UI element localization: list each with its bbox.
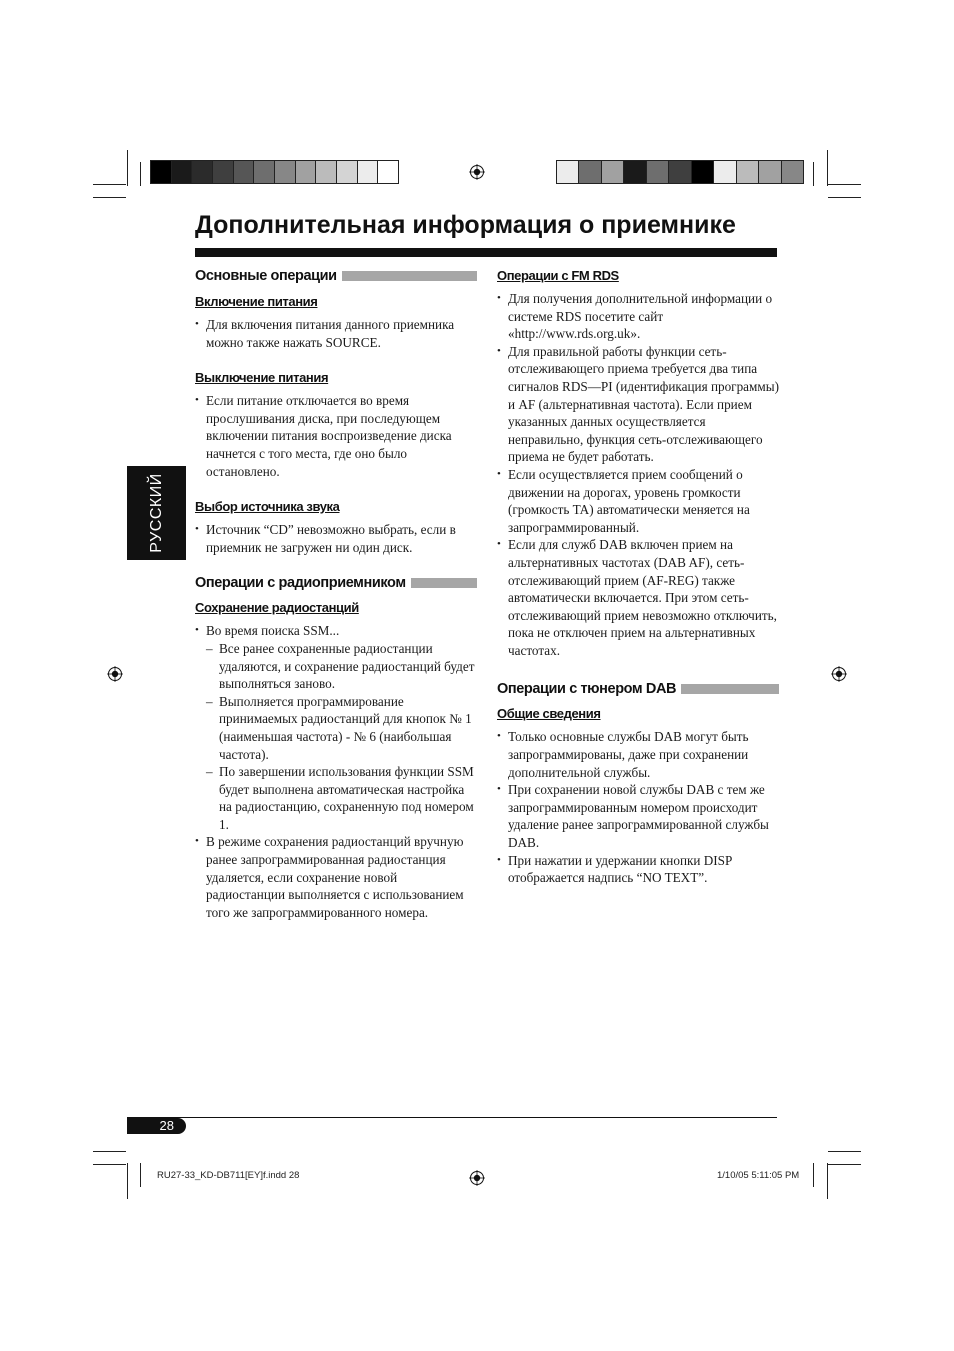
list-item: • Если осуществляется прием сообщений о движении на дорогах, уровень громкости (громкость TA) автоматически меняется на запрограммированный.	[497, 466, 779, 536]
color-swatch	[213, 161, 234, 183]
crop-mark	[813, 162, 814, 186]
registration-mark-icon	[831, 666, 847, 682]
list-item: • Только основные службы DAB могут быть запрограммированы, даже при сохранении дополнительной службы.	[497, 728, 779, 781]
subheading-fm-rds: Операции с FM RDS	[497, 268, 619, 283]
subheading-store-stations: Сохранение радиостанций	[195, 600, 359, 616]
list-item: • Источник “CD” невозможно выбрать, если в приемник не загружен ни один диск.	[195, 521, 477, 556]
color-swatch	[151, 161, 172, 183]
crop-mark	[93, 1164, 126, 1165]
color-swatch	[624, 161, 646, 183]
crop-mark	[828, 1164, 861, 1165]
color-swatch	[737, 161, 759, 183]
color-swatch	[647, 161, 669, 183]
crop-mark	[827, 1163, 828, 1199]
right-column	[497, 266, 779, 887]
crop-mark	[127, 150, 128, 186]
color-swatch	[254, 161, 275, 183]
color-swatch	[275, 161, 296, 183]
page-title: Дополнительная информация о приемнике	[195, 211, 736, 239]
list-item: • Во время поиска SSM... – Все ранее сохраненные радиостанции удаляются, и сохранение радиостанций будет выполняться заново. – Выполняется программирование принимаемых радиостанций для кнопок № 1 (наименьшая частота) - № 6 (наибольшая частота). – По завершении использования функции SSM будет выполнена автоматическая настройка на радиостанцию, сохраненную под номером 1.	[195, 622, 477, 833]
list-item: • Для включения питания данного приемника можно также нажать SOURCE.	[195, 316, 477, 351]
print-timestamp: 1/10/05 5:11:05 PM	[717, 1170, 800, 1181]
color-swatch	[669, 161, 691, 183]
color-swatch	[579, 161, 601, 183]
list-item: • В режиме сохранения радиостанций вручную ранее запрограммированная радиостанция удаляется, если сохранение новой радиостанции выполняется с использованием того же запрограммированного номера.	[195, 833, 477, 921]
crop-mark	[140, 1163, 141, 1187]
color-swatch	[782, 161, 803, 183]
color-swatch	[714, 161, 736, 183]
section-bar	[681, 684, 779, 694]
list-item: • При сохранении новой службы DAB с тем же запрограммированным номером происходит удаление ранее запрограммированной службы DAB.	[497, 781, 779, 851]
list-power-on	[195, 316, 477, 351]
crop-mark	[827, 150, 828, 186]
list-item: • Если для служб DAB включен прием на альтернативных частотах (DAB AF), сеть-отслеживающий прием (AF-REG) также автоматически включается. При этом сеть-отслеживающий прием невозможно отключить, пока не отключен прием на альтернативных частотах.	[497, 536, 779, 659]
list-item: • Для получения дополнительной информации о системе RDS посетите сайт «http://www.rds.org.uk».	[497, 290, 779, 343]
section-bar	[342, 271, 477, 281]
color-calibration-bar-left	[150, 160, 399, 184]
dash-item: – Все ранее сохраненные радиостанции удаляются, и сохранение радиостанций будет выполняться заново.	[206, 640, 477, 693]
color-swatch	[602, 161, 624, 183]
language-label: РУССКИЙ	[147, 473, 165, 553]
registration-mark-icon	[469, 164, 485, 180]
crop-mark	[127, 1163, 128, 1199]
list-source-select	[195, 521, 477, 556]
color-swatch	[378, 161, 398, 183]
list-power-off	[195, 392, 477, 480]
list-fm-rds	[497, 290, 779, 659]
color-swatch	[192, 161, 213, 183]
section-heading-basic-operations: Основные операции	[195, 266, 477, 286]
color-swatch	[172, 161, 193, 183]
crop-mark	[93, 197, 126, 198]
subheading-general-info: Общие сведения	[497, 706, 601, 722]
registration-mark-icon	[469, 1170, 485, 1186]
page-number: 28	[127, 1118, 186, 1134]
color-calibration-bar-right	[556, 160, 804, 184]
registration-mark-icon	[107, 666, 123, 682]
list-item: • Для правильной работы функции сеть-отслеживающего приема требуется два типа сигналов RDS—PI (идентификация программы) и AF (альтернативная частота). Если прием указанных данных осуществляется неправильно, функция сеть-отслеживающего приема не будет работать.	[497, 343, 779, 466]
footer-rule	[127, 1117, 777, 1118]
section-bar	[411, 578, 477, 588]
color-swatch	[296, 161, 317, 183]
color-swatch	[358, 161, 379, 183]
file-slug: RU27-33_KD-DB711[EY]f.indd 28	[157, 1170, 300, 1181]
crop-mark	[813, 1163, 814, 1187]
subheading-power-on: Включение питания	[195, 294, 318, 309]
left-column	[195, 266, 477, 921]
section-heading-dab-operations: Операции с тюнером DAB	[497, 679, 779, 699]
color-swatch	[557, 161, 579, 183]
language-side-tab	[127, 466, 186, 560]
crop-mark	[140, 162, 141, 186]
crop-mark	[93, 184, 126, 185]
color-swatch	[337, 161, 358, 183]
color-swatch	[759, 161, 781, 183]
color-swatch	[234, 161, 255, 183]
list-item: • Если питание отключается во время прослушивания диска, при последующем включении питания воспроизведение диска начнется с того места, где оно было остановлено.	[195, 392, 477, 480]
crop-mark	[93, 1151, 126, 1152]
color-swatch	[316, 161, 337, 183]
section-heading-radio-operations: Операции с радиоприемником	[195, 573, 477, 593]
subheading-power-off: Выключение питания	[195, 370, 329, 386]
crop-mark	[828, 1151, 861, 1152]
dash-item: – Выполняется программирование принимаемых радиостанций для кнопок № 1 (наименьшая частота) - № 6 (наибольшая частота).	[206, 693, 477, 763]
list-store-stations	[195, 622, 477, 921]
crop-mark	[828, 184, 861, 185]
crop-mark	[828, 197, 861, 198]
dash-list	[206, 640, 477, 834]
title-rule	[195, 248, 777, 257]
dash-item: – По завершении использования функции SSM будет выполнена автоматическая настройка на радиостанцию, сохраненную под номером 1.	[206, 763, 477, 833]
list-item: • При нажатии и удержании кнопки DISP отображается надпись “NO TEXT”.	[497, 852, 779, 887]
color-swatch	[692, 161, 714, 183]
subheading-source-select: Выбор источника звука	[195, 499, 340, 515]
list-general-info	[497, 728, 779, 886]
